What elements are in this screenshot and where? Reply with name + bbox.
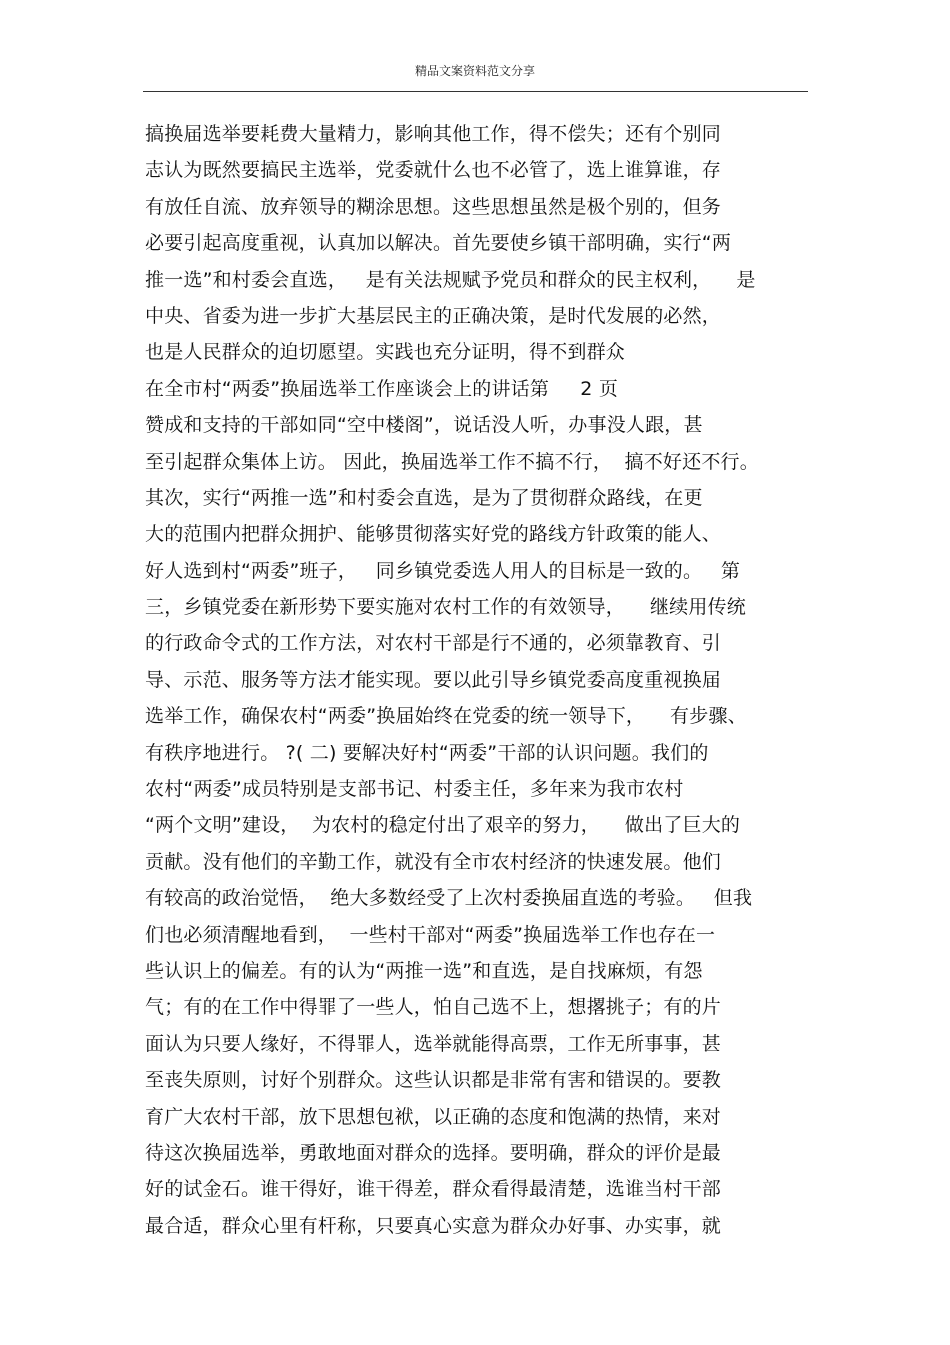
text-line: 搞换届选举要耗费大量精力，影响其他工作，得不偿失；还有个别同 <box>145 123 722 145</box>
text-line: 的行政命令式的工作方法，对农村干部是行不通的，必须靠教育、引 <box>145 632 722 655</box>
text-line: 们也必须清醒地看到， 一些村干部对“两委”换届选举工作也存在一 <box>145 923 716 946</box>
text-line: 有秩序地进行。 ?( 二) 要解决好村“两委”干部的认识问题。我们的 <box>145 741 709 764</box>
text-line: 三，乡镇党委在新形势下要实施对农村工作的有效领导， 继续用传统 <box>145 596 746 619</box>
text-line: 至引起群众集体上访。 因此，换届选举工作不搞不行， 搞不好还不行。 <box>145 450 759 473</box>
text-line: 待这次换届选举，勇敢地面对群众的选择。要明确，群众的评价是最 <box>145 1141 722 1164</box>
text-line: 导、示范、服务等方法才能实现。要以此引导乡镇党委高度重视换届 <box>145 668 722 691</box>
text-line: 至丧失原则，讨好个别群众。这些认识都是非常有害和错误的。要教 <box>145 1069 722 1092</box>
text-line: 大的范围内把群众拥护、能够贯彻落实好党的路线方针政策的能人、 <box>145 523 722 546</box>
text-line: 中央、省委为进一步扩大基层民主的正确决策，是时代发展的必然， <box>145 304 722 327</box>
document-body <box>145 116 810 1244</box>
page-running-title: 在全市村“两委”换届选举工作座谈会上的讲话第 2 页 <box>145 377 619 400</box>
text-line: 志认为既然要搞民主选举，党委就什么也不必管了，选上谁算谁，存 <box>145 159 722 182</box>
page-header: 精品文案资料范文分享 <box>414 64 535 78</box>
text-line: 贡献。没有他们的辛勤工作，就没有全市农村经济的快速发展。他们 <box>145 850 722 873</box>
text-line: 有较高的政治觉悟， 绝大多数经受了上次村委换届直选的考验。 但我 <box>145 887 753 910</box>
text-line: 面认为只要人缘好，不得罪人，选举就能得高票，工作无所事事，甚 <box>145 1032 722 1055</box>
text-line: 必要引起高度重视，认真加以解决。首先要使乡镇干部明确，实行“两 <box>145 232 732 255</box>
text-line: 选举工作，确保农村“两委”换届始终在党委的统一领导下， 有步骤、 <box>145 705 747 728</box>
text-line: 农村“两委”成员特别是支部书记、村委主任，多年来为我市农村 <box>145 778 684 801</box>
text-line: 好的试金石。谁干得好，谁干得差，群众看得最清楚，选谁当村干部 <box>145 1178 722 1201</box>
text-line: 赞成和支持的干部如同“空中楼阁”，说话没人听，办事没人跟，甚 <box>145 414 703 437</box>
text-line: “两个文明”建设， 为农村的稳定付出了艰辛的努力， 做出了巨大的 <box>145 814 741 837</box>
text-line: 气；有的在工作中得罪了一些人，怕自己选不上，想撂挑子；有的片 <box>145 996 722 1019</box>
text-line: 好人选到村“两委”班子， 同乡镇党委选人用人的目标是一致的。 第 <box>145 559 741 582</box>
text-line: 最合适，群众心里有杆称，只要真心实意为群众办好事、办实事，就 <box>145 1214 722 1237</box>
text-line: 育广大农村干部，放下思想包袱，以正确的态度和饱满的热情，来对 <box>145 1105 722 1128</box>
text-line: 些认识上的偏差。有的认为“两推一选”和直选，是自找麻烦，有怨 <box>145 959 703 982</box>
text-line: 有放任自流、放弃领导的糊涂思想。这些思想虽然是极个别的，但务 <box>145 195 722 218</box>
text-line: 也是人民群众的迫切愿望。实践也充分证明，得不到群众 <box>145 341 626 364</box>
text-line: 推一选”和村委会直选， 是有关法规赋予党员和群众的民主权利， 是 <box>145 268 756 291</box>
header-divider <box>143 91 808 92</box>
text-line: 其次，实行“两推一选”和村委会直选，是为了贯彻群众路线，在更 <box>145 486 703 509</box>
